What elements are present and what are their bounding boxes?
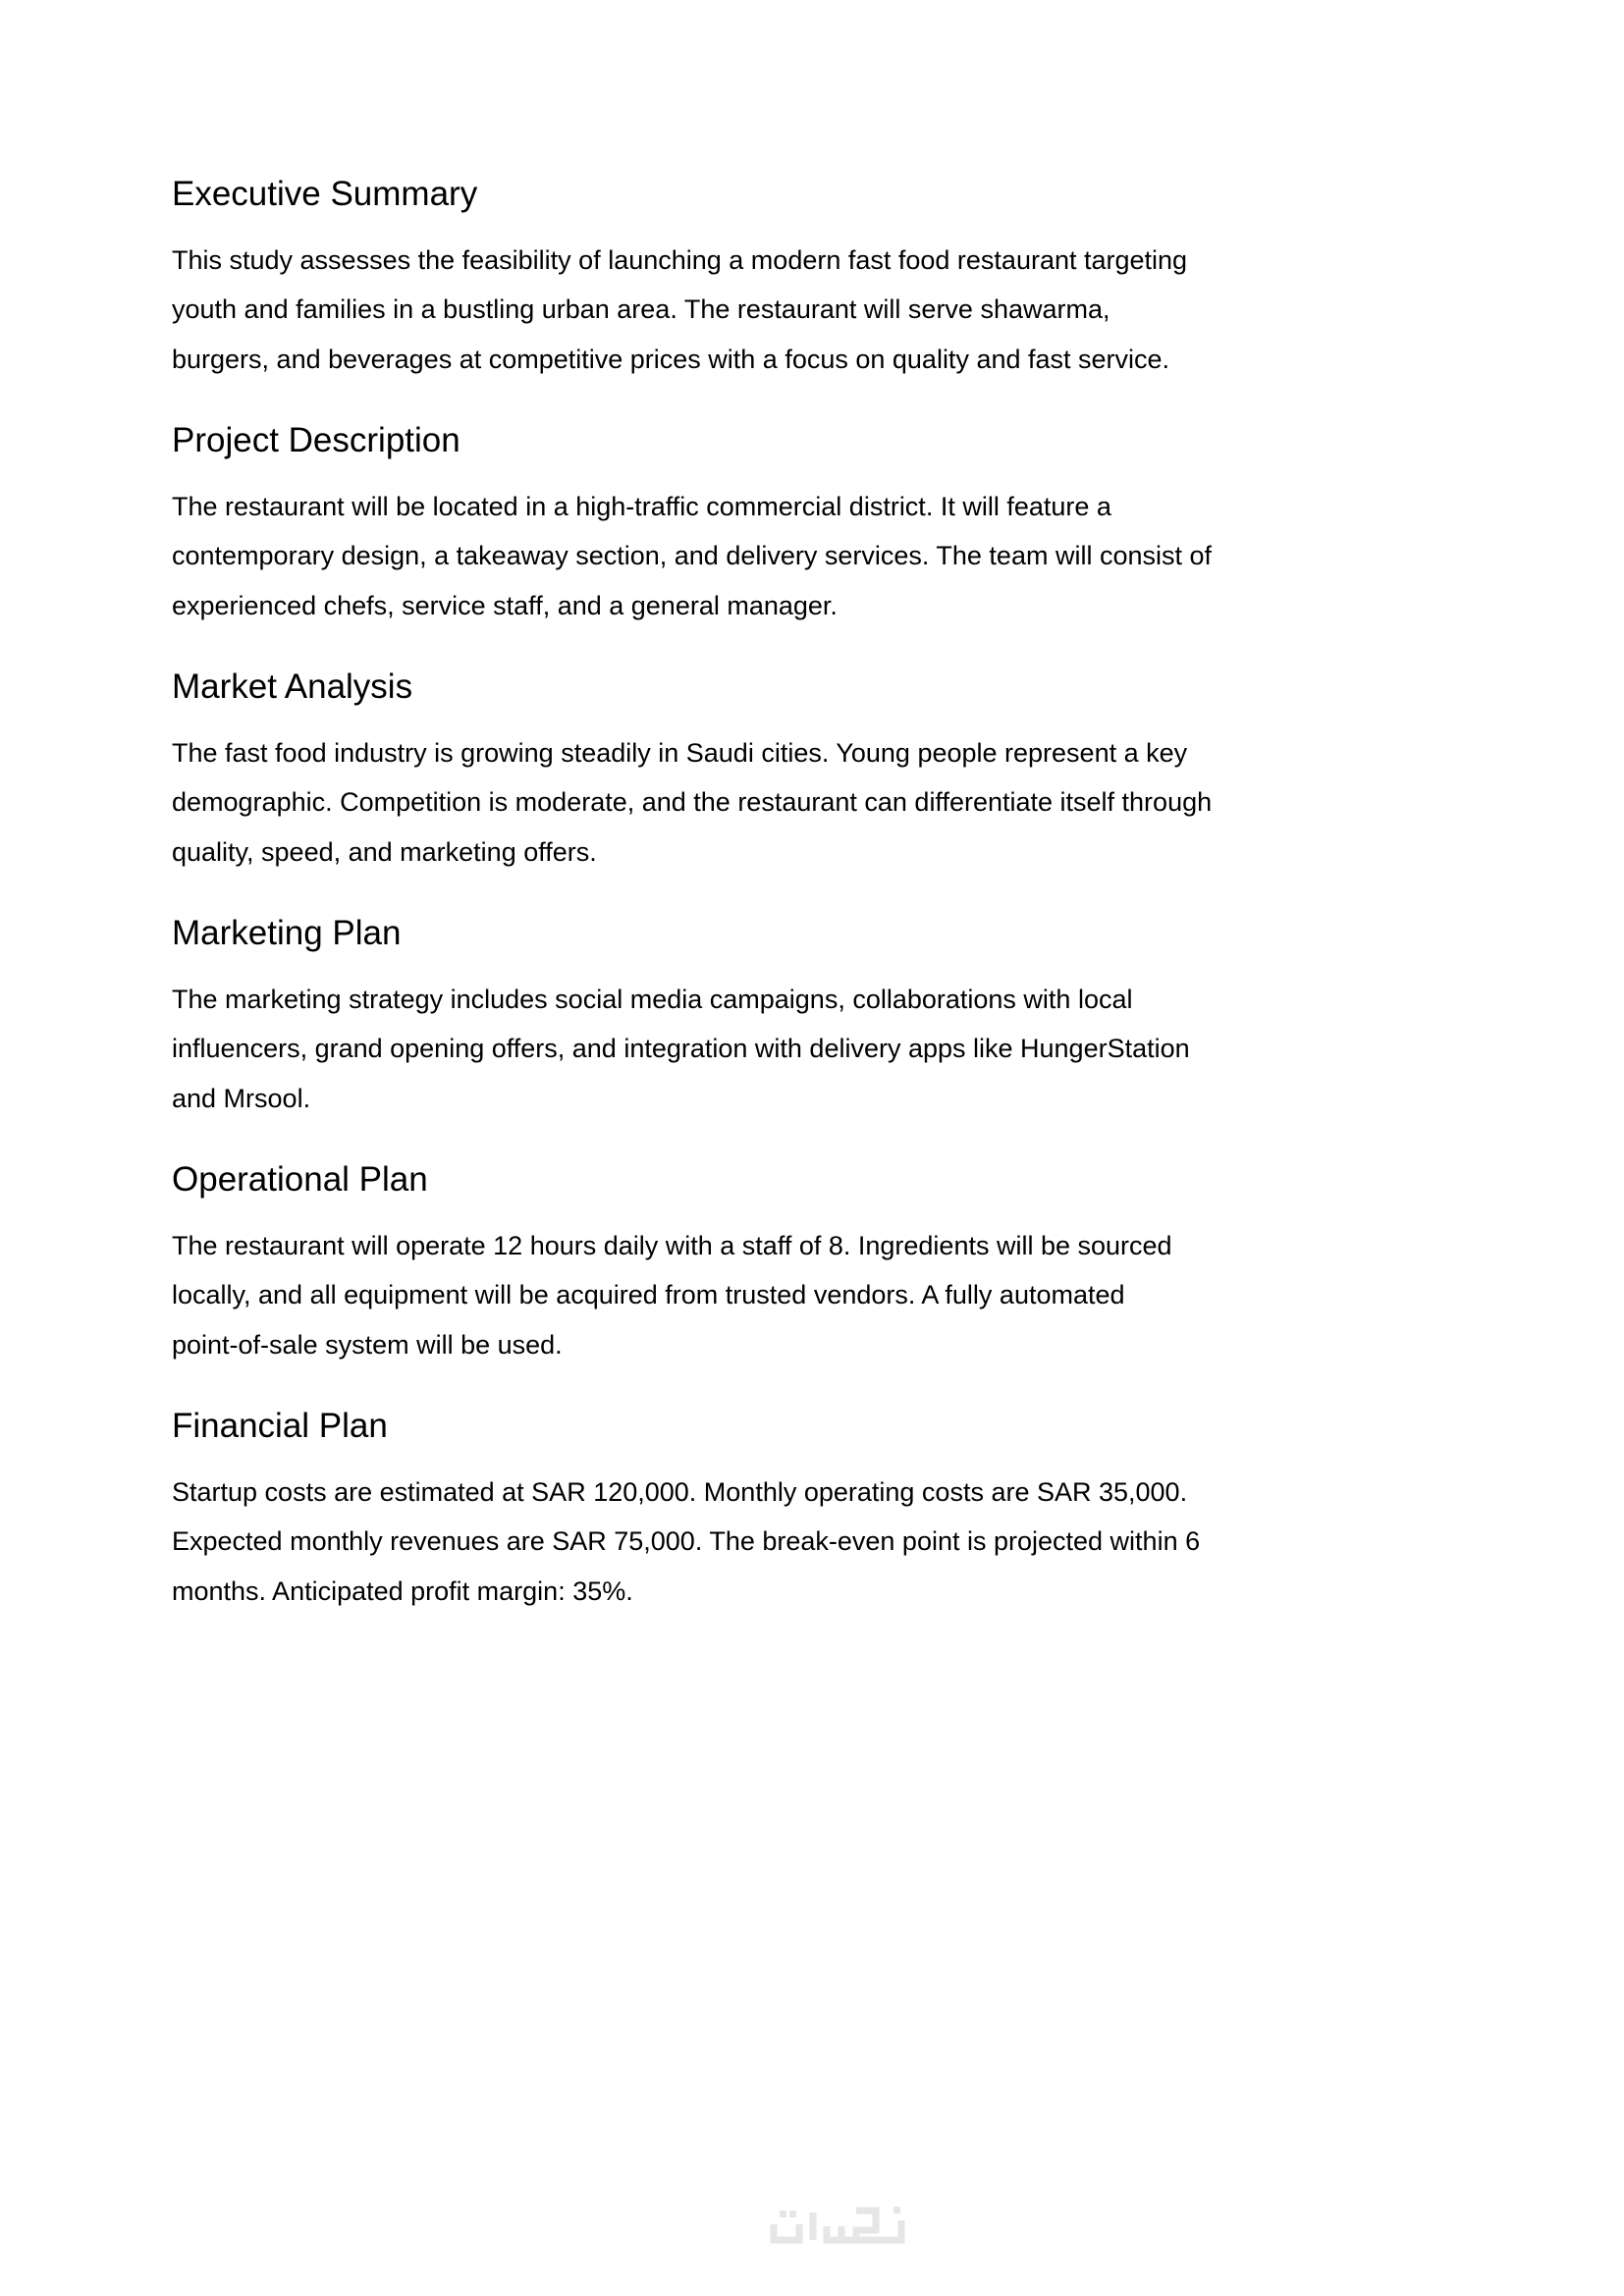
section-financial-plan xyxy=(172,1407,1488,1616)
body-line: Expected monthly revenues are SAR 75,000. The break-even point is projected within 6 xyxy=(172,1526,1201,1557)
body-line: youth and families in a bustling urban area. The restaurant will serve shawarma, xyxy=(172,294,1110,325)
body-line: point-of-sale system will be used. xyxy=(172,1329,563,1360)
body-line: The marketing strategy includes social media campaigns, collaborations with local xyxy=(172,985,1133,1014)
body-line: The restaurant will be located in a high-traffic commercial district. It will feature a xyxy=(172,492,1111,521)
body-line: The restaurant will operate 12 hours daily with a staff of 8. Ingredients will be sourced xyxy=(172,1231,1172,1260)
body-line: burgers, and beverages at competitive prices with a focus on quality and fast service. xyxy=(172,344,1170,374)
section-body xyxy=(172,975,1488,1123)
body-line: Startup costs are estimated at SAR 120,000. Monthly operating costs are SAR 35,000. xyxy=(172,1477,1188,1507)
section-heading: Project Description xyxy=(172,421,460,459)
body-line: experienced chefs, service staff, and a general manager. xyxy=(172,590,838,620)
body-line: The fast food industry is growing steadily in Saudi cities. Young people represent a key xyxy=(172,738,1188,768)
section-market-analysis xyxy=(172,667,1488,877)
section-heading: Marketing Plan xyxy=(172,914,402,952)
section-heading: Market Analysis xyxy=(172,667,413,706)
section-operational-plan xyxy=(172,1160,1488,1369)
khamsat-logo-icon xyxy=(719,2207,911,2254)
body-line: months. Anticipated profit margin: 35%. xyxy=(172,1575,633,1606)
body-line: This study assesses the feasibility of launching a modern fast food restaurant targeting xyxy=(172,245,1188,275)
section-heading: Financial Plan xyxy=(172,1407,388,1445)
section-project-description xyxy=(172,421,1488,630)
section-body xyxy=(172,1221,1488,1369)
section-executive-summary xyxy=(172,175,1488,384)
section-heading: Operational Plan xyxy=(172,1160,428,1199)
section-marketing-plan xyxy=(172,914,1488,1123)
section-heading: Executive Summary xyxy=(172,175,478,213)
body-line: quality, speed, and marketing offers. xyxy=(172,836,597,867)
section-body xyxy=(172,236,1488,384)
section-body xyxy=(172,1468,1488,1616)
body-line: contemporary design, a takeaway section, and delivery services. The team will consist of xyxy=(172,541,1212,571)
body-line: influencers, grand opening offers, and integration with delivery apps like HungerStation xyxy=(172,1034,1190,1064)
body-line: and Mrsool. xyxy=(172,1083,311,1113)
body-line: locally, and all equipment will be acquired from trusted vendors. A fully automated xyxy=(172,1280,1125,1310)
section-body xyxy=(172,482,1488,630)
body-line: demographic. Competition is moderate, and the restaurant can differentiate itself through xyxy=(172,787,1213,818)
section-body xyxy=(172,728,1488,877)
